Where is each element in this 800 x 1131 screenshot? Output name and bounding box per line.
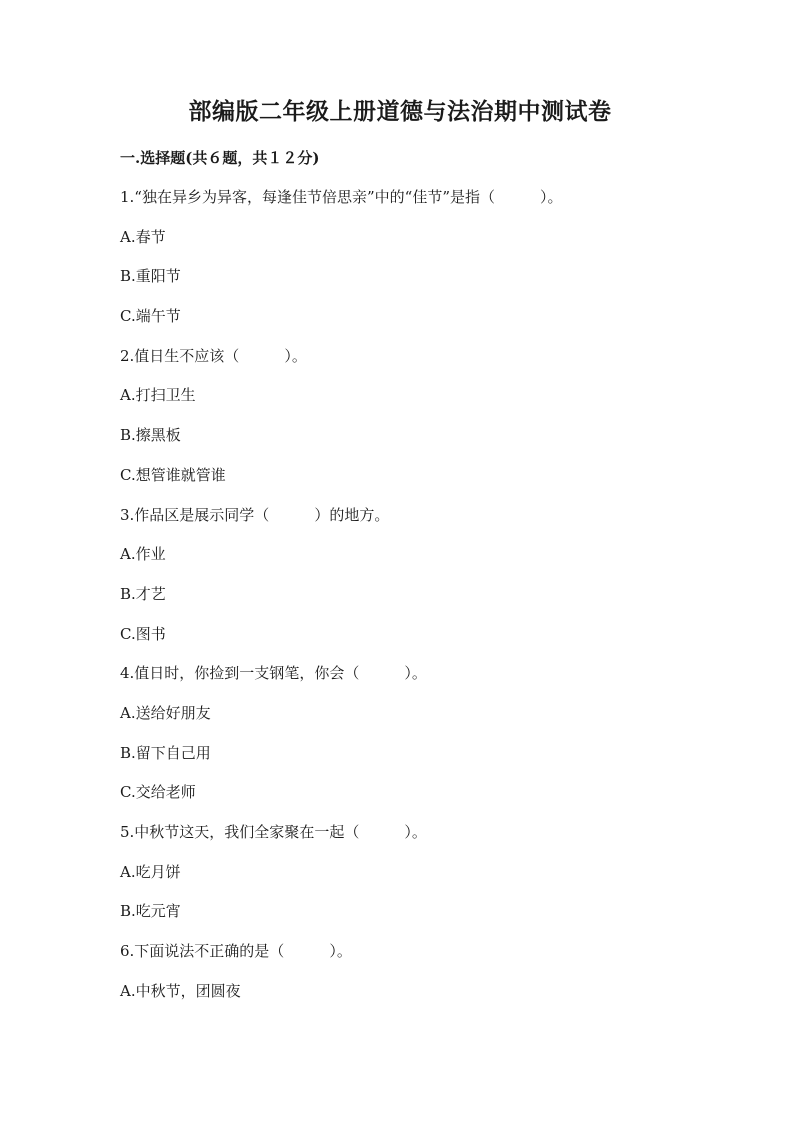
question-4-option-a: A.送给好朋友: [120, 703, 211, 722]
question-2-option-a: A.打扫卫生: [120, 386, 196, 405]
question-4-option-b: B.留下自己用: [120, 743, 211, 762]
page-title: 部编版二年级上册道德与法治期中测试卷: [188, 98, 612, 125]
question-1-option-b: B.重阳节: [120, 267, 181, 286]
question-6-stem: 6.下面说法不正确的是（ ）。: [120, 942, 352, 961]
section-heading: 一.选择题(共６题，共１２分): [120, 149, 320, 167]
question-3-stem: 3.作品区是展示同学（ ）的地方。: [120, 505, 390, 524]
question-3-option-a: A.作业: [120, 545, 166, 564]
question-1-option-c: C.端午节: [120, 307, 181, 326]
question-4-option-c: C.交给老师: [120, 783, 196, 802]
question-6-option-a: A.中秋节，团圆夜: [120, 981, 241, 1000]
question-2-option-b: B.擦黑板: [120, 426, 181, 445]
question-5-option-b: B.吃元宵: [120, 902, 181, 921]
question-1-stem: 1.“独在异乡为异客，每逢佳节倍思亲”中的“佳节”是指（ ）。: [120, 188, 563, 206]
question-4-stem: 4.值日时，你捡到一支钢笔，你会（ ）。: [120, 664, 427, 683]
question-5-option-a: A.吃月饼: [120, 862, 181, 881]
question-2-stem: 2.值日生不应该（ ）。: [120, 346, 307, 365]
question-5-stem: 5.中秋节这天，我们全家聚在一起（ ）。: [120, 823, 427, 841]
question-list: [120, 186, 720, 1019]
question-3-option-c: C.图书: [120, 624, 166, 643]
question-3-option-b: B.才艺: [120, 584, 166, 603]
question-2-option-c: C.想管谁就管谁: [120, 465, 226, 484]
question-1-option-a: A.春节: [120, 227, 166, 246]
